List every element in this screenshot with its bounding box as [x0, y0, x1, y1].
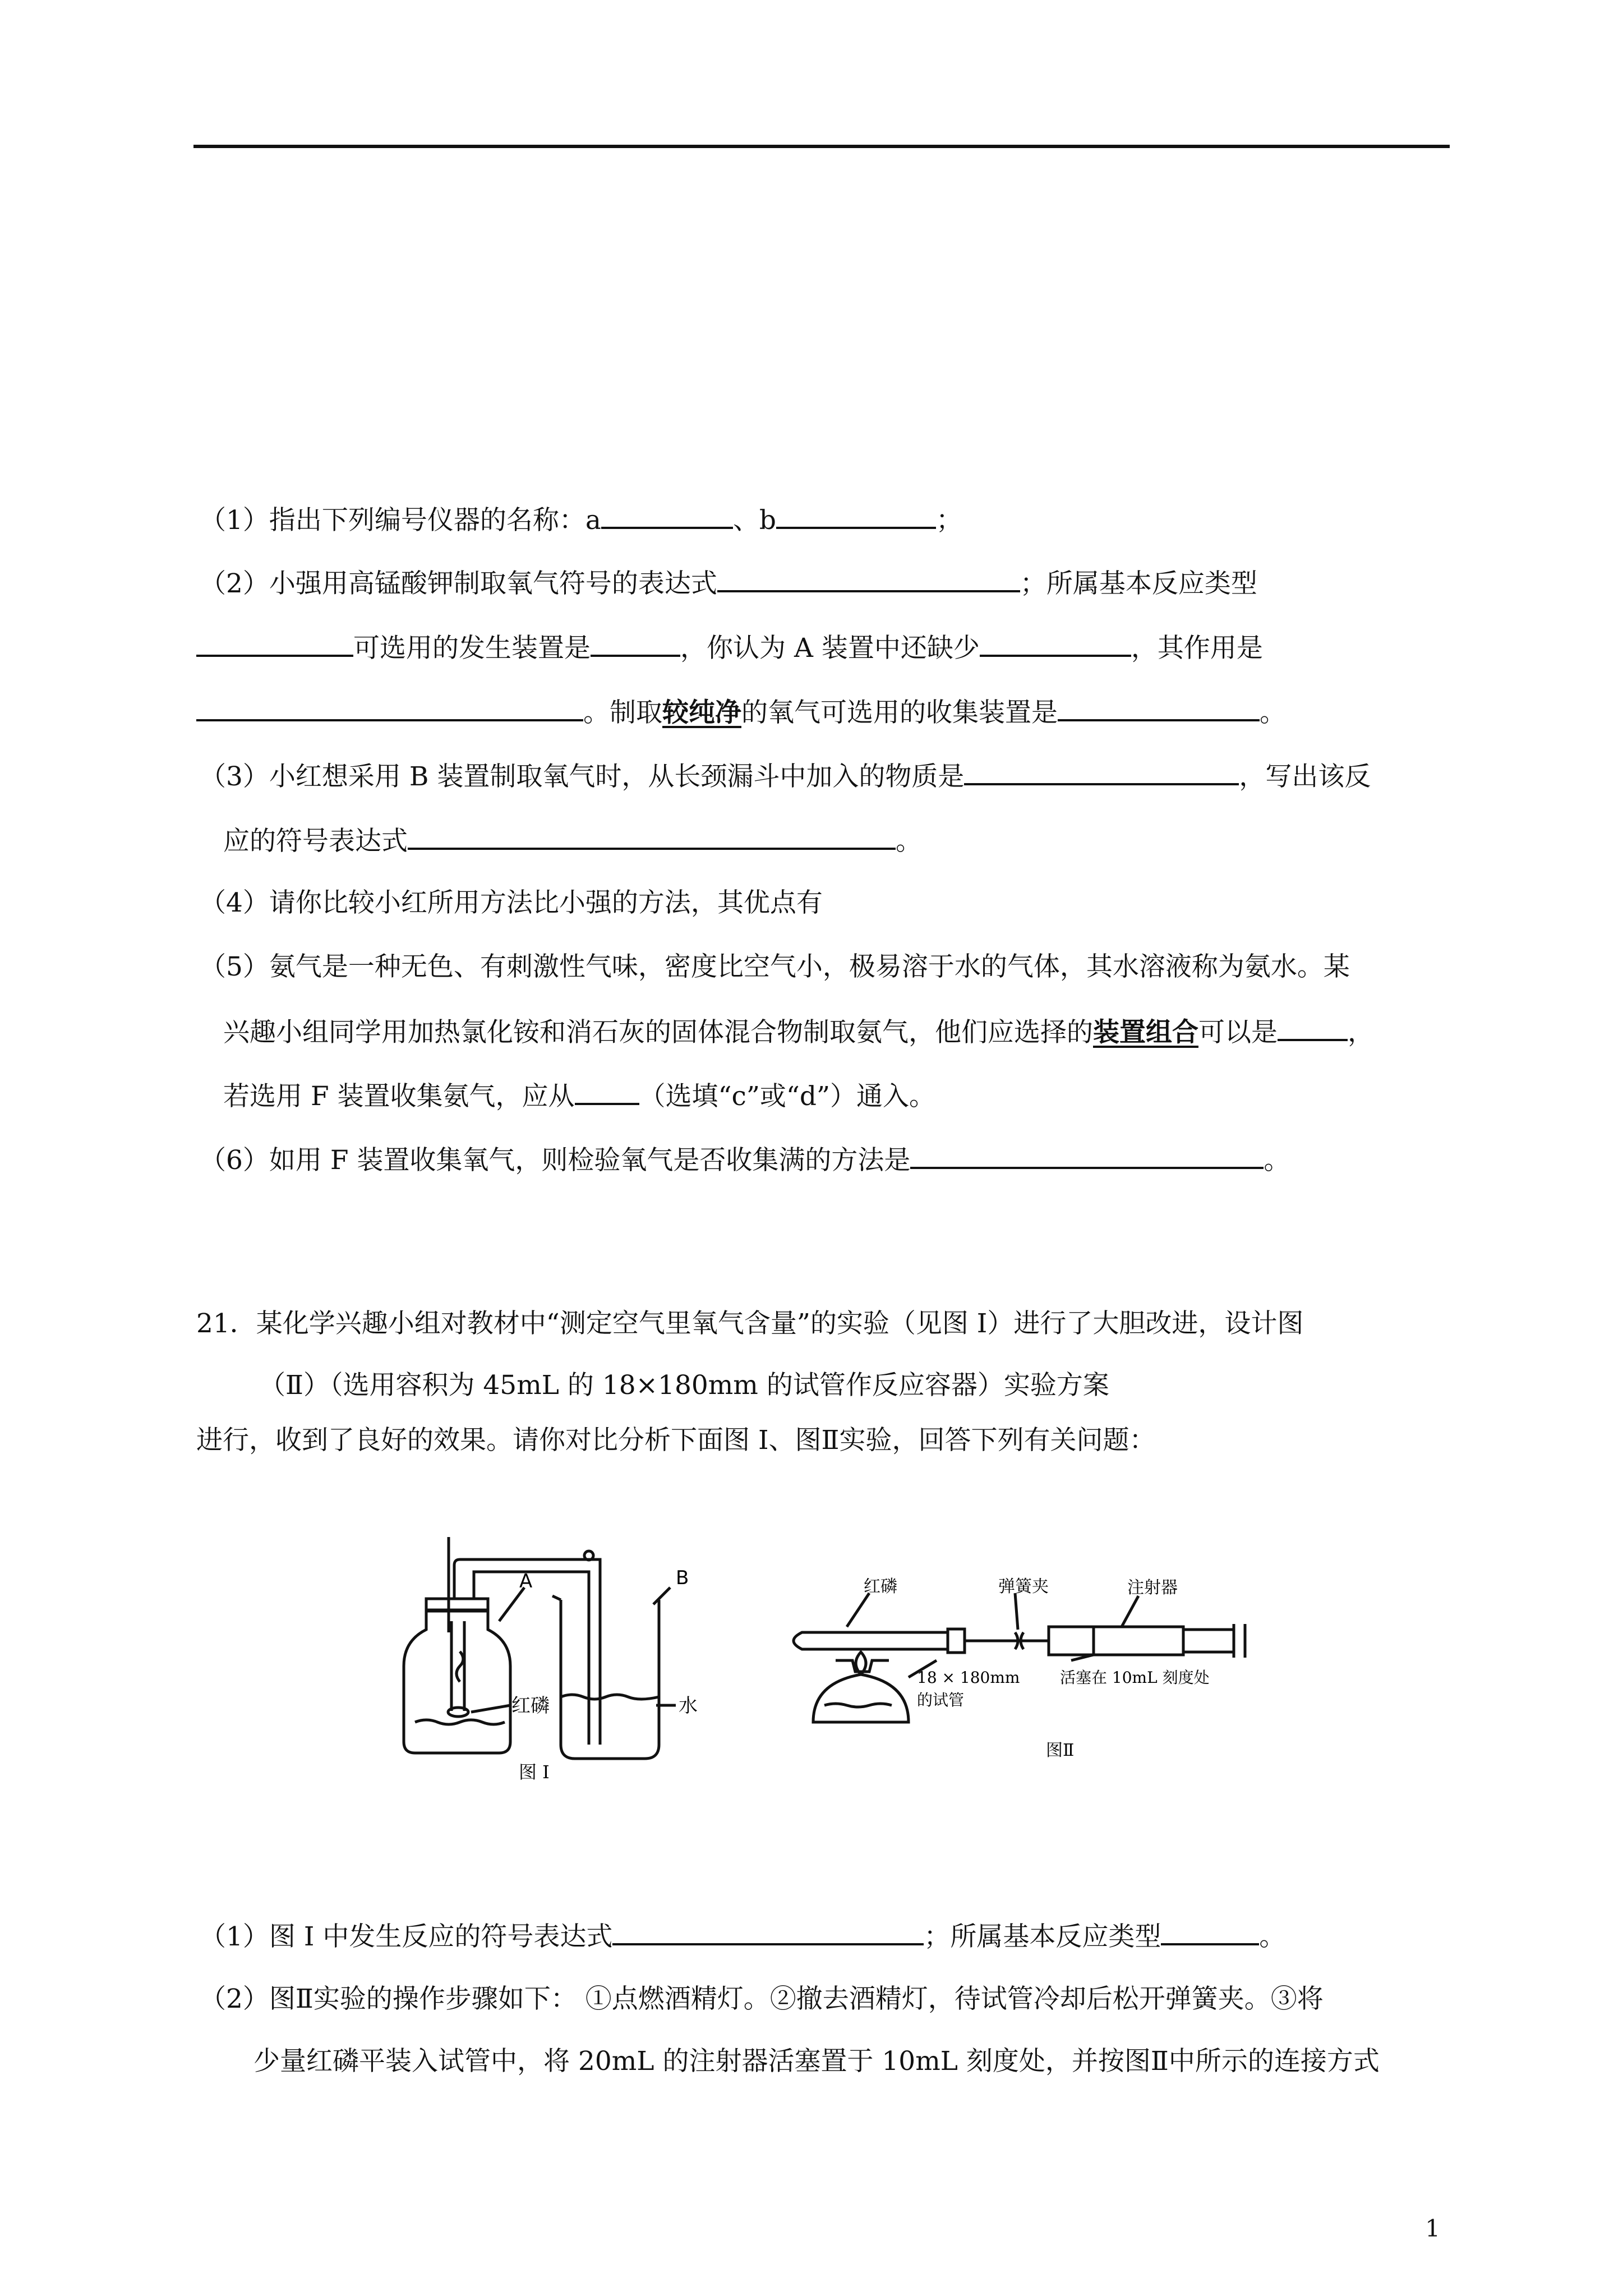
fig2-caption: 图Ⅱ [1046, 1741, 1075, 1760]
q20-item-2 [200, 565, 1257, 601]
fig2-label-clip: 弹簧夹 [998, 1577, 1049, 1596]
text: 。 [1264, 1145, 1290, 1176]
q20-item-1 [200, 502, 962, 537]
text: 应的符号表达式 [223, 826, 408, 857]
fig1-label-b: B [676, 1567, 689, 1589]
emphasis: 较纯净 [662, 697, 741, 728]
q20-item-3 [200, 758, 1371, 794]
text: 的氧气可选用的收集装置是 [741, 697, 1058, 728]
q20-item-2-cont2 [196, 694, 1286, 730]
text: 。 [1260, 697, 1286, 728]
emphasis: 装置组合 [1093, 1017, 1198, 1048]
figure-1 [393, 1537, 740, 1784]
blank-reaction-type[interactable] [196, 630, 353, 657]
blank-purpose[interactable] [196, 694, 583, 721]
q20-item-2-cont [196, 630, 1263, 665]
text: ；所属基本反应类型 [924, 1921, 1161, 1952]
text: 可以是 [1198, 1017, 1278, 1048]
fig2-label-tube: 的试管 [917, 1691, 965, 1709]
q21-item-1 [200, 1918, 1285, 1954]
blank-a[interactable] [601, 502, 733, 529]
fig1-caption: 图 I [519, 1761, 550, 1783]
blank-expression-3[interactable] [612, 1918, 924, 1945]
q21-stem-line-2: （Ⅱ）（选用容积为 45mL 的 18×180mm 的试管作反应容器）实验方案 [259, 1370, 1109, 1401]
text: ， [1348, 1017, 1374, 1048]
page-number: 1 [1425, 2215, 1440, 2242]
blank-expression-2[interactable] [408, 823, 896, 850]
blank-inlet[interactable] [575, 1078, 639, 1105]
q20-item-5-cont2 [223, 1078, 935, 1114]
blank-collection[interactable] [1058, 694, 1260, 721]
text: ，你认为 A 装置中还缺少 [680, 633, 980, 664]
fig2-label-piston: 活塞在 10mL 刻度处 [1060, 1668, 1210, 1687]
blank-reaction-type-2[interactable] [1161, 1918, 1259, 1945]
figure-2 [780, 1571, 1273, 1773]
text: （2）小强用高锰酸钾制取氧气符号的表达式 [200, 568, 717, 599]
text: ； [936, 505, 963, 536]
blank-method[interactable] [910, 1142, 1264, 1169]
fig2-label-syringe: 注射器 [1127, 1578, 1178, 1598]
text: ，其作用是 [1131, 633, 1263, 664]
blank-expression[interactable] [717, 565, 1020, 592]
text: 。 [1259, 1921, 1286, 1952]
blank-combination[interactable] [1278, 1014, 1348, 1041]
text: 、b [732, 505, 777, 536]
q21-item-2-cont: 少量红磷平装入试管中，将 20mL 的注射器活塞置于 10mL 刻度处，并按图Ⅱ中所示的连接方式 [253, 2046, 1380, 2077]
fig2-label-tube-size: 18 × 180mm [917, 1668, 1020, 1687]
text: 。制取 [583, 697, 662, 728]
q20-item-6 [200, 1142, 1290, 1177]
q21-stem-line-1: 21．某化学兴趣小组对教材中“测定空气里氧气含量”的实验（见图 I）进行了大胆改进，设计图 [196, 1308, 1304, 1339]
text: （1）图 I 中发生反应的符号表达式 [200, 1921, 613, 1952]
blank-substance[interactable] [964, 758, 1239, 785]
text: 兴趣小组同学用加热氯化铵和消石灰的固体混合物制取氨气，他们应选择的 [223, 1017, 1093, 1048]
text: （选填“c”或“d”）通入。 [639, 1081, 936, 1112]
q20-item-4: （4）请你比较小红所用方法比小强的方法，其优点有 [200, 887, 823, 918]
header-rule [193, 145, 1450, 148]
text: ，写出该反 [1239, 761, 1371, 792]
fig2-label-phosphorus: 红磷 [864, 1577, 897, 1596]
q21-stem-line-3: 进行，收到了良好的效果。请你对比分析下面图 I、图Ⅱ实验，回答下列有关问题： [196, 1425, 1156, 1456]
q21-item-2: （2）图Ⅱ实验的操作步骤如下： ①点燃酒精灯。②撤去酒精灯，待试管冷却后松开弹簧夹。③将 [200, 1984, 1324, 2014]
text: （1）指出下列编号仪器的名称：a [200, 505, 601, 536]
fig1-label-water: 水 [679, 1695, 698, 1717]
text: 。 [896, 826, 922, 857]
text: （3）小红想采用 B 装置制取氧气时，从长颈漏斗中加入的物质是 [200, 761, 965, 792]
q20-item-5: （5）氨气是一种无色、有刺激性气味，密度比空气小，极易溶于水的气体，其水溶液称为氨水。某 [200, 951, 1350, 982]
blank-b[interactable] [776, 502, 936, 529]
text: （6）如用 F 装置收集氧气，则检验氧气是否收集满的方法是 [200, 1145, 911, 1176]
text: 可选用的发生装置是 [353, 633, 591, 664]
q20-item-5-cont [223, 1014, 1374, 1050]
text: 若选用 F 装置收集氨气，应从 [223, 1081, 575, 1112]
fig1-label-phosphorus: 红磷 [511, 1695, 550, 1717]
text: ；所属基本反应类型 [1020, 568, 1257, 599]
blank-apparatus[interactable] [591, 630, 680, 657]
blank-missing[interactable] [980, 630, 1131, 657]
q20-item-3-cont [223, 823, 922, 858]
fig1-label-a: A [519, 1570, 533, 1593]
